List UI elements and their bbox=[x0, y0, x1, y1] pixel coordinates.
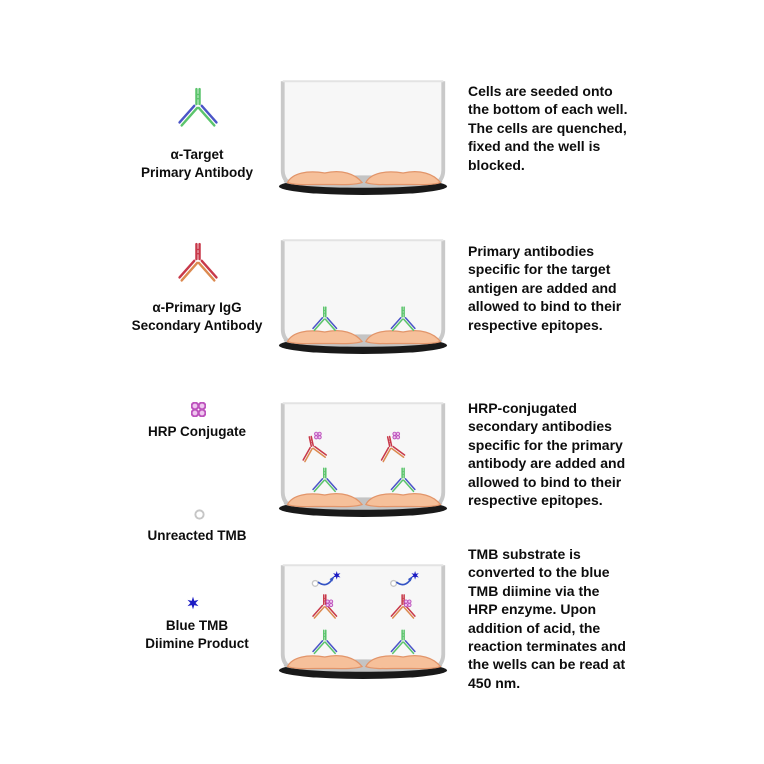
desc-line: specific for the primary bbox=[468, 436, 623, 453]
step-3-description bbox=[468, 399, 654, 509]
unreacted-tmb-molecule bbox=[312, 581, 318, 587]
desc-line: antigen are added and bbox=[468, 279, 617, 296]
desc-line: the bottom of each well. bbox=[468, 101, 628, 118]
secondary-antibody-icon bbox=[174, 241, 222, 294]
unreacted-tmb-icon bbox=[194, 509, 205, 520]
desc-line: secondary antibodies bbox=[468, 418, 612, 435]
desc-line: 450 nm. bbox=[468, 674, 521, 691]
desc-line: respective epitopes. bbox=[468, 316, 603, 333]
legend-text: α-Target bbox=[170, 147, 224, 162]
desc-line: HRP enzyme. Upon bbox=[468, 601, 597, 618]
blue-tmb-diimine-icon bbox=[186, 596, 200, 610]
desc-line: blocked. bbox=[468, 156, 525, 173]
legend-text: Primary Antibody bbox=[140, 165, 254, 180]
desc-line: Primary antibodies bbox=[468, 243, 595, 259]
legend-text: Unreacted TMB bbox=[147, 528, 247, 543]
desc-line: allowed to bind to their bbox=[468, 473, 622, 490]
legend-text: α-Primary IgG bbox=[152, 300, 242, 315]
legend-label-hrp-conjugate bbox=[97, 423, 297, 441]
legend-label-primary-antibody bbox=[97, 146, 297, 182]
step-1-description bbox=[468, 82, 654, 174]
desc-line: TMB diimine via the bbox=[468, 582, 600, 599]
legend-label-unreacted-tmb bbox=[97, 527, 297, 545]
desc-line: fixed and the well is bbox=[468, 138, 601, 155]
step-2-description bbox=[468, 242, 654, 334]
desc-line: HRP-conjugated bbox=[468, 400, 577, 416]
desc-line: converted to the blue bbox=[468, 564, 610, 581]
desc-line: TMB substrate is bbox=[468, 546, 581, 562]
legend-text: Blue TMB bbox=[165, 618, 229, 633]
step-4-description bbox=[468, 545, 654, 692]
desc-line: specific for the target bbox=[468, 261, 611, 278]
desc-line: reaction terminates and bbox=[468, 638, 626, 655]
desc-line: the wells can be read at bbox=[468, 656, 626, 673]
unreacted-tmb-molecule bbox=[391, 581, 397, 587]
legend-label-blue-tmb-diimine bbox=[97, 617, 297, 653]
desc-line: Cells are seeded onto bbox=[468, 83, 613, 99]
desc-line: addition of acid, the bbox=[468, 619, 601, 636]
desc-line: respective epitopes. bbox=[468, 492, 603, 509]
step-2-well bbox=[277, 236, 449, 363]
legend-text: Diimine Product bbox=[145, 636, 249, 651]
step-3-well bbox=[277, 399, 449, 526]
legend-text: HRP Conjugate bbox=[147, 424, 246, 439]
desc-line: The cells are quenched, bbox=[468, 119, 627, 136]
step-1-well bbox=[277, 77, 449, 204]
step-4-well bbox=[277, 561, 449, 688]
legend-text: Secondary Antibody bbox=[131, 318, 263, 333]
primary-antibody-icon bbox=[174, 86, 222, 139]
legend-label-secondary-antibody bbox=[97, 299, 297, 335]
desc-line: allowed to bind to their bbox=[468, 298, 622, 315]
desc-line: antibody are added and bbox=[468, 455, 626, 472]
hrp-conjugate-icon bbox=[191, 402, 206, 417]
